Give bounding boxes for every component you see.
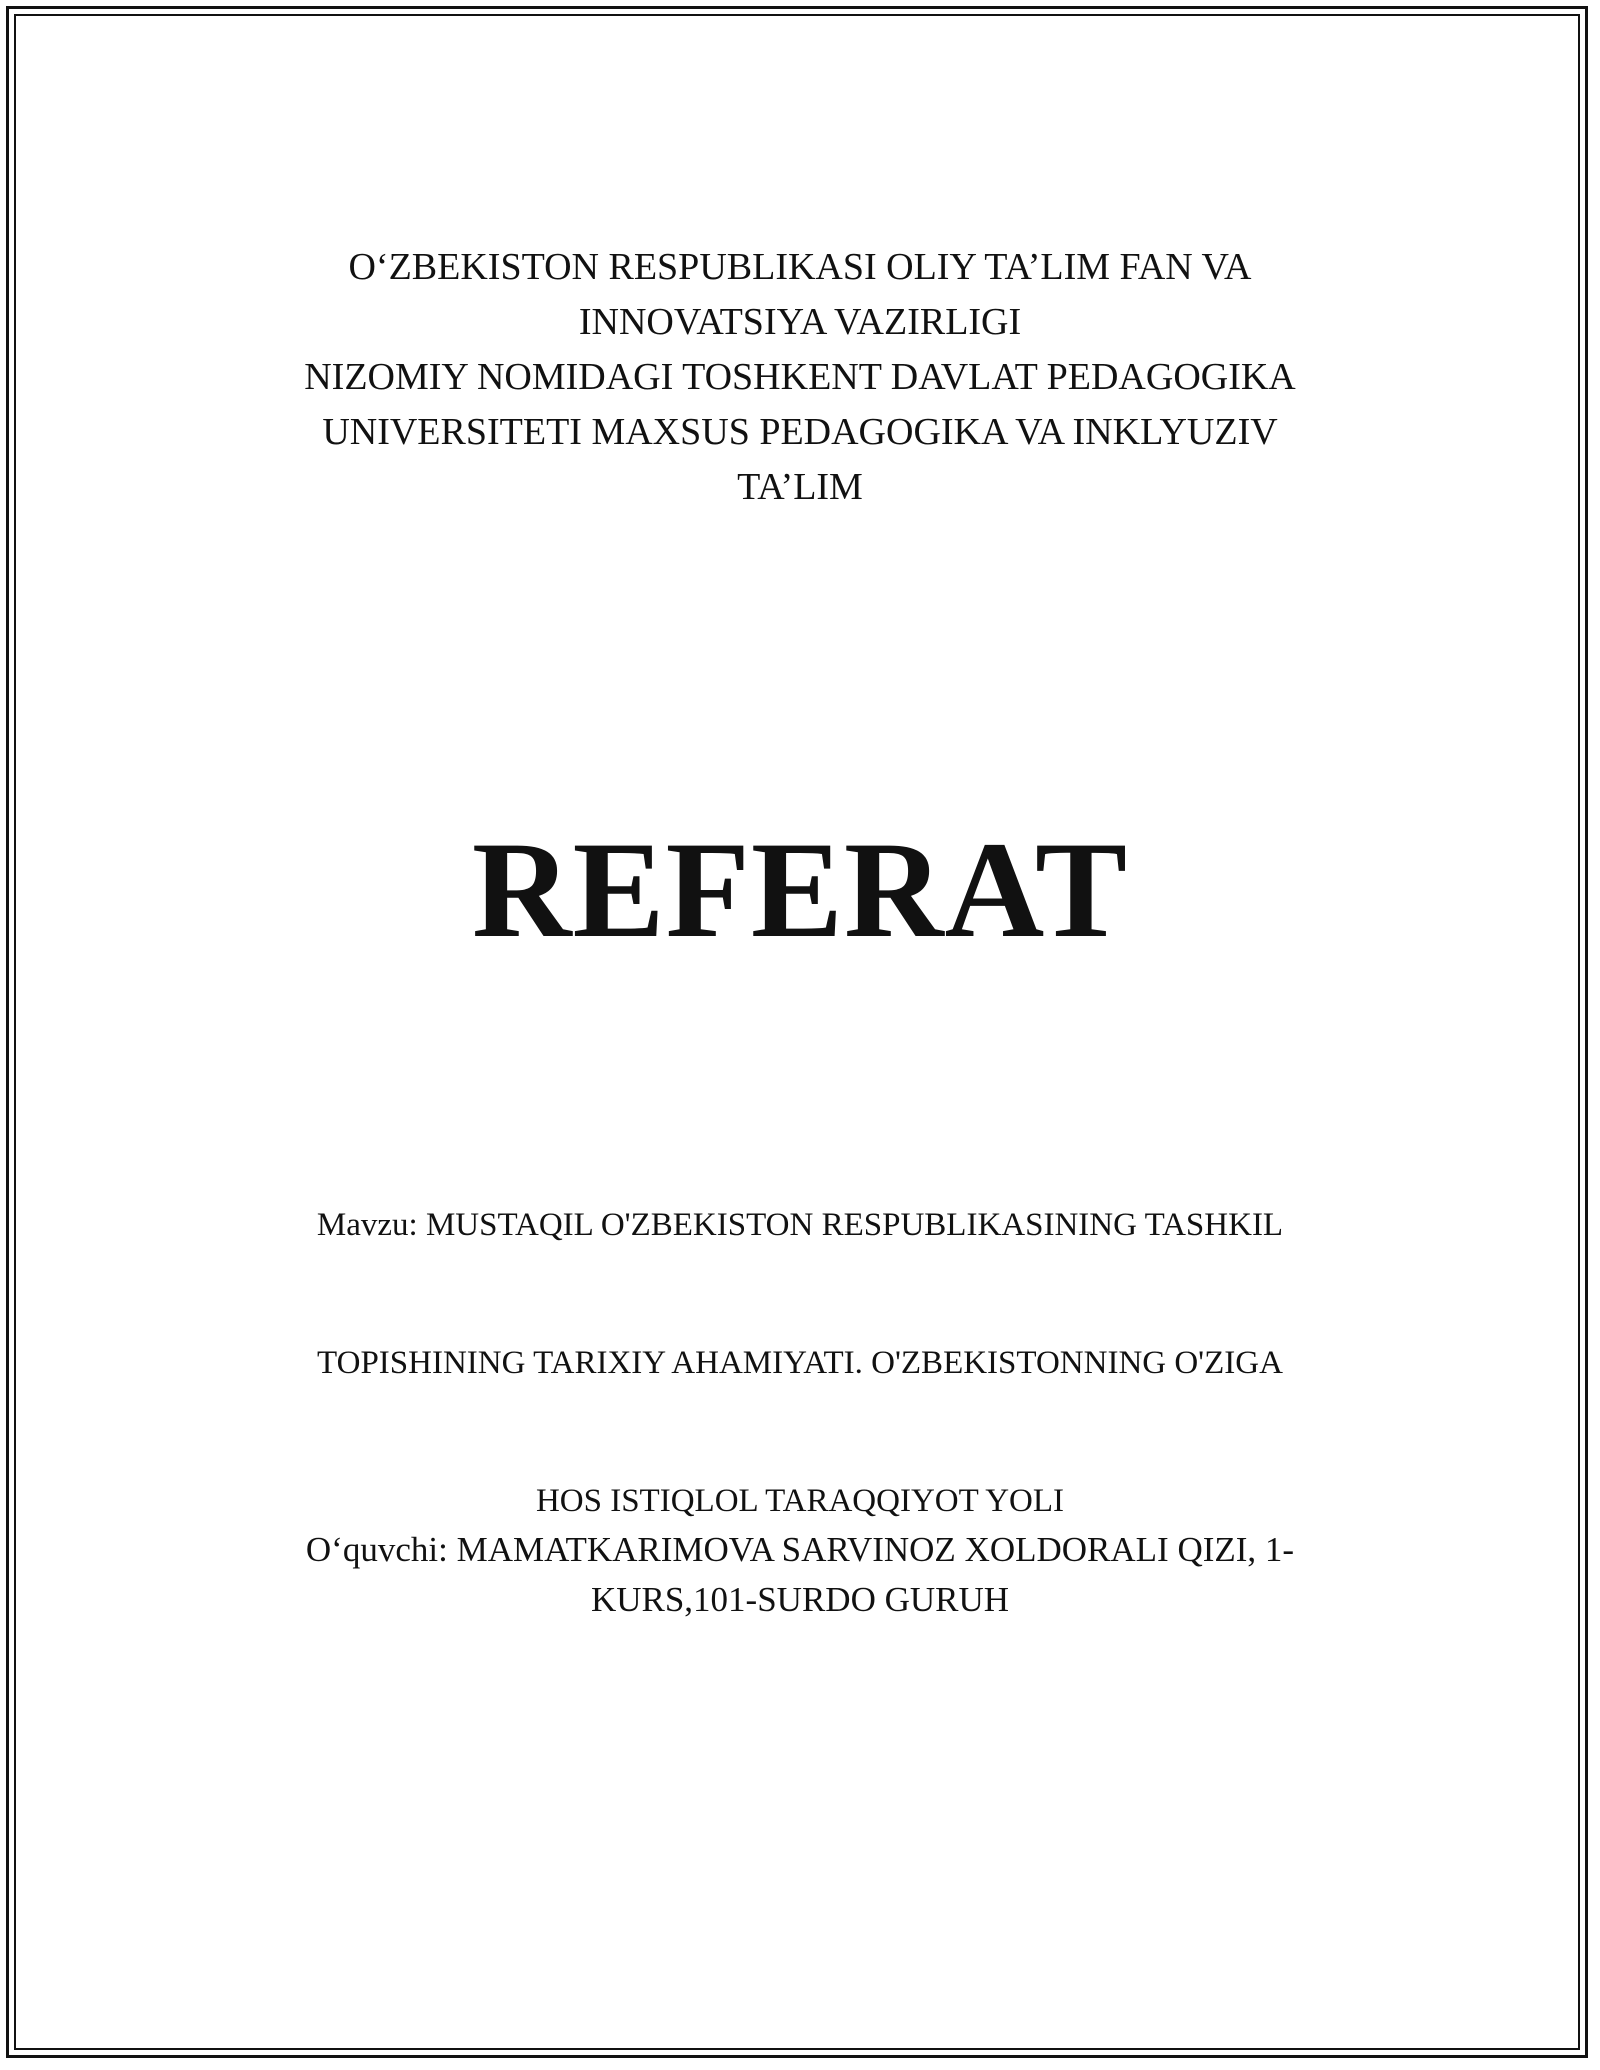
- student-section: [0, 1525, 1600, 1625]
- topic-line: Mavzu: MUSTAQIL O'ZBEKISTON RESPUBLIKASINING TASHKIL: [316, 1207, 1284, 1243]
- header-line: UNIVERSITETI MAXSUS PEDAGOGIKA VA INKLYUZIV: [322, 411, 1278, 453]
- header-line: NIZOMIY NOMIDAGI TOSHKENT DAVLAT PEDAGOGIKA: [304, 356, 1296, 398]
- topic-section: [0, 1110, 1600, 1570]
- student-line: KURS,101-SURDO GURUH: [590, 1580, 1010, 1619]
- header-line: O‘ZBEKISTON RESPUBLIKASI OLIY TA’LIM FAN VA: [348, 246, 1252, 288]
- header-line: TA’LIM: [737, 466, 863, 508]
- institution-header: [0, 240, 1600, 515]
- header-line: INNOVATSIYA VAZIRLIGI: [578, 301, 1022, 343]
- topic-line: TOPISHINING TARIXIY AHAMIYATI. O'ZBEKISTONNING O'ZIGA: [317, 1345, 1283, 1381]
- topic-line: HOS ISTIQLOL TARAQQIYOT YOLI: [535, 1483, 1065, 1519]
- document-title: REFERAT: [471, 813, 1129, 966]
- student-line: O‘quvchi: MAMATKARIMOVA SARVINOZ XOLDORALI QIZI, 1-: [305, 1530, 1295, 1569]
